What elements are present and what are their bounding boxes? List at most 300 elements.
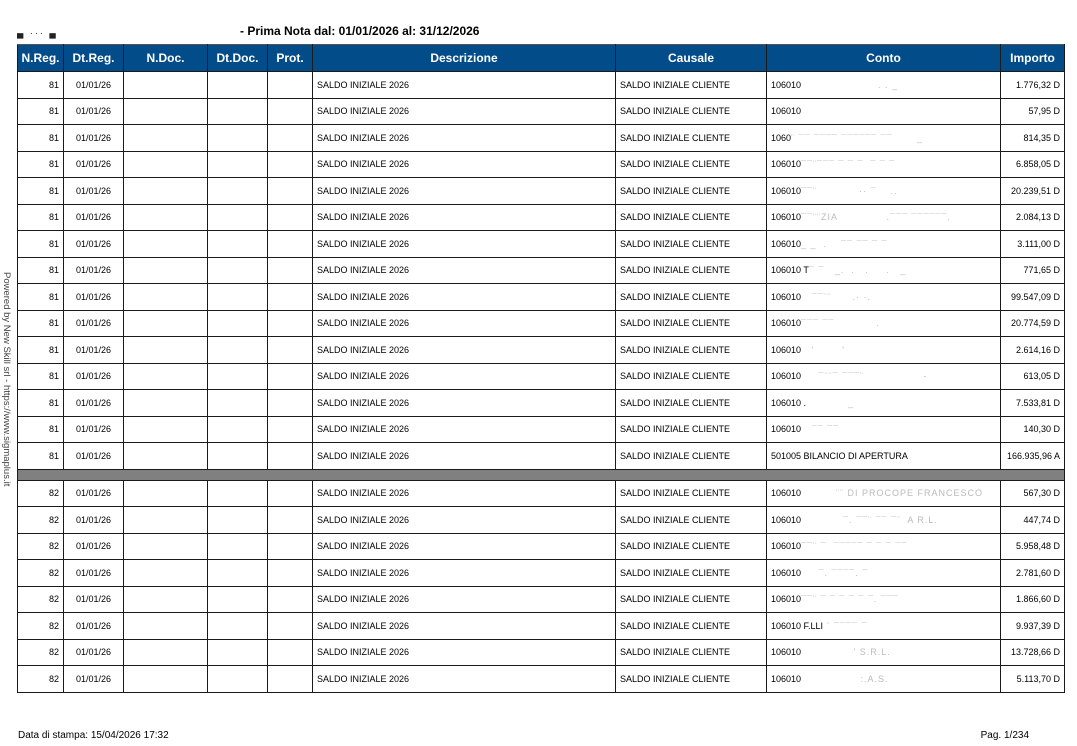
cell-dtreg <box>64 310 124 337</box>
cell-importo <box>1001 125 1065 152</box>
dtreg-value: 01/01/26 <box>75 238 112 249</box>
cell-dtreg <box>64 363 124 390</box>
cell-dtreg <box>64 284 124 311</box>
causale-value: SALDO INIZIALE CLIENTE <box>620 212 731 223</box>
descrizione-value: SALDO INIZIALE 2026 <box>317 265 410 276</box>
cell-dtdoc <box>208 533 268 560</box>
cell-importo <box>1001 337 1065 364</box>
cell-conto <box>767 125 1001 152</box>
cell-ndoc <box>124 337 208 364</box>
table-row[interactable] <box>18 310 1065 337</box>
cell-causale <box>616 125 767 152</box>
causale-value: SALDO INIZIALE CLIENTE <box>620 514 731 525</box>
col-header-dtreg[interactable]: Dt.Reg. <box>64 45 124 72</box>
cell-dtreg <box>64 178 124 205</box>
cell-ndoc <box>124 639 208 666</box>
cell-causale <box>616 416 767 443</box>
table-row[interactable] <box>18 257 1065 284</box>
dtreg-value: 01/01/26 <box>75 79 112 90</box>
cell-dtreg <box>64 204 124 231</box>
dtreg-value: 01/01/26 <box>75 541 112 552</box>
cell-ndoc <box>124 390 208 417</box>
col-header-prot[interactable]: Prot. <box>268 45 313 72</box>
cell-nreg <box>18 639 64 666</box>
descrizione-value: SALDO INIZIALE 2026 <box>317 291 410 302</box>
cell-ndoc <box>124 98 208 125</box>
cell-prot <box>268 507 313 534</box>
table-row[interactable] <box>18 560 1065 587</box>
table-row[interactable] <box>18 151 1065 178</box>
descrizione-value: SALDO INIZIALE 2026 <box>317 212 410 223</box>
importo-value: 6.858,05 D <box>1015 159 1060 170</box>
table-row[interactable] <box>18 416 1065 443</box>
cell-conto <box>767 613 1001 640</box>
cell-dtreg <box>64 257 124 284</box>
conto-redacted-name: . . _ <box>801 79 899 90</box>
table-row[interactable] <box>18 284 1065 311</box>
cell-conto <box>767 284 1001 311</box>
dtreg-value: 01/01/26 <box>75 594 112 605</box>
cell-descrizione <box>313 533 616 560</box>
cell-nreg <box>18 533 64 560</box>
cell-conto <box>767 390 1001 417</box>
conto-value: 106010 <box>771 541 802 552</box>
cell-descrizione <box>313 639 616 666</box>
dtreg-value: 01/01/26 <box>75 647 112 658</box>
cell-conto <box>767 363 1001 390</box>
cell-dtdoc <box>208 337 268 364</box>
causale-value: SALDO INIZIALE CLIENTE <box>620 488 731 499</box>
cell-importo <box>1001 560 1065 587</box>
report-header <box>17 22 1064 40</box>
cell-dtreg <box>64 443 124 470</box>
cell-conto <box>767 231 1001 258</box>
dtreg-value: 01/01/26 <box>75 344 112 355</box>
cell-ndoc <box>124 416 208 443</box>
cell-prot <box>268 586 313 613</box>
cell-conto <box>767 204 1001 231</box>
cell-causale <box>616 231 767 258</box>
dtreg-value: 01/01/26 <box>75 212 112 223</box>
importo-value: 20.239,51 D <box>1010 185 1060 196</box>
cell-prot <box>268 72 313 99</box>
cell-conto <box>767 639 1001 666</box>
cell-nreg <box>18 204 64 231</box>
table-row[interactable] <box>18 507 1065 534</box>
cell-descrizione <box>313 125 616 152</box>
descrizione-value: SALDO INIZIALE 2026 <box>317 344 410 355</box>
col-header-nreg[interactable]: N.Reg. <box>18 45 64 72</box>
cell-nreg <box>18 98 64 125</box>
conto-redacted-name: ¯¯¨¨ZIA .¯¯¯ ¯¯¯¯¯¯. <box>801 212 951 223</box>
nreg-value: 82 <box>48 673 59 684</box>
descrizione-value: SALDO INIZIALE 2026 <box>317 450 410 461</box>
conto-redacted-name: ¨¨ DI PROCOPE FRANCESCO <box>801 488 984 499</box>
cell-dtreg <box>64 613 124 640</box>
cell-descrizione <box>313 284 616 311</box>
causale-value: SALDO INIZIALE CLIENTE <box>620 567 731 578</box>
cell-causale <box>616 98 767 125</box>
conto-value: 106010 <box>771 344 802 355</box>
cell-dtdoc <box>208 231 268 258</box>
cell-dtreg <box>64 390 124 417</box>
table-row[interactable] <box>18 639 1065 666</box>
dtreg-value: 01/01/26 <box>75 673 112 684</box>
cell-ndoc <box>124 363 208 390</box>
dtreg-value: 01/01/26 <box>75 620 112 631</box>
nreg-value: 81 <box>48 132 59 143</box>
cell-nreg <box>18 560 64 587</box>
conto-value: 106010 <box>771 159 802 170</box>
conto-redacted-name: ¯ ¯ _. . . . _ <box>808 265 907 276</box>
nreg-value: 82 <box>48 620 59 631</box>
causale-value: SALDO INIZIALE CLIENTE <box>620 620 731 631</box>
table-row[interactable] <box>18 443 1065 470</box>
nreg-value: 81 <box>48 106 59 117</box>
conto-value: 106010 <box>771 291 802 302</box>
importo-value: 771,65 D <box>1023 265 1060 276</box>
cell-importo <box>1001 231 1065 258</box>
cell-dtdoc <box>208 310 268 337</box>
nreg-value: 81 <box>48 318 59 329</box>
cell-importo <box>1001 98 1065 125</box>
nreg-value: 82 <box>48 567 59 578</box>
cell-descrizione <box>313 390 616 417</box>
cell-descrizione <box>313 613 616 640</box>
cell-causale <box>616 257 767 284</box>
col-header-causale[interactable]: Causale <box>616 45 767 72</box>
cell-importo <box>1001 390 1065 417</box>
cell-conto <box>767 337 1001 364</box>
cell-dtdoc <box>208 98 268 125</box>
causale-value: SALDO INIZIALE CLIENTE <box>620 450 731 461</box>
cell-importo <box>1001 363 1065 390</box>
causale-value: SALDO INIZIALE CLIENTE <box>620 291 731 302</box>
cell-prot <box>268 310 313 337</box>
cell-nreg <box>18 284 64 311</box>
table-row[interactable] <box>18 666 1065 693</box>
conto-value: 1060 <box>771 132 792 143</box>
descrizione-value: SALDO INIZIALE 2026 <box>317 371 410 382</box>
conto-value: 106010 F.LLI <box>771 620 824 631</box>
cell-ndoc <box>124 178 208 205</box>
conto-redacted-name: _ <box>806 397 855 408</box>
cell-nreg <box>18 666 64 693</box>
cell-descrizione <box>313 363 616 390</box>
cell-prot <box>268 416 313 443</box>
conto-redacted-name: _ _ . ¯¯ ¯¯ ¯ ¯ <box>801 238 888 249</box>
cell-ndoc <box>124 72 208 99</box>
descrizione-value: SALDO INIZIALE 2026 <box>317 488 410 499</box>
cell-causale <box>616 586 767 613</box>
cell-descrizione <box>313 310 616 337</box>
table-row[interactable] <box>18 613 1065 640</box>
importo-value: 9.937,39 D <box>1015 620 1060 631</box>
nreg-value: 81 <box>48 212 59 223</box>
cell-descrizione <box>313 151 616 178</box>
causale-value: SALDO INIZIALE CLIENTE <box>620 79 731 90</box>
dtreg-value: 01/01/26 <box>75 185 112 196</box>
cell-dtreg <box>64 98 124 125</box>
cell-dtreg <box>64 125 124 152</box>
importo-value: 166.935,96 A <box>1006 450 1060 461</box>
dtreg-value: 01/01/26 <box>75 567 112 578</box>
descrizione-value: SALDO INIZIALE 2026 <box>317 318 410 329</box>
cell-importo <box>1001 416 1065 443</box>
conto-value: 106010 T <box>771 265 809 276</box>
conto-value: 501005 BILANCIO DI APERTURA <box>771 450 908 461</box>
cell-dtreg <box>64 151 124 178</box>
cell-nreg <box>18 443 64 470</box>
cell-prot <box>268 257 313 284</box>
importo-value: 5.958,48 D <box>1015 541 1060 552</box>
table-row[interactable] <box>18 178 1065 205</box>
cell-causale <box>616 639 767 666</box>
causale-value: SALDO INIZIALE CLIENTE <box>620 673 731 684</box>
cell-dtdoc <box>208 257 268 284</box>
cell-conto <box>767 560 1001 587</box>
dtreg-value: 01/01/26 <box>75 132 112 143</box>
nreg-value: 81 <box>48 397 59 408</box>
dtreg-value: 01/01/26 <box>75 397 112 408</box>
cell-conto <box>767 480 1001 507</box>
cell-dtreg <box>64 586 124 613</box>
table-row[interactable] <box>18 480 1065 507</box>
cell-descrizione <box>313 507 616 534</box>
conto-redacted-name: ¨ ¯¯¯¯ ¯ <box>823 620 868 631</box>
conto-redacted-name: ' ' <box>801 344 845 355</box>
cell-causale <box>616 204 767 231</box>
cell-prot <box>268 204 313 231</box>
col-header-importo[interactable]: Importo <box>1001 45 1065 72</box>
cell-causale <box>616 72 767 99</box>
cell-descrizione <box>313 560 616 587</box>
cell-dtreg <box>64 560 124 587</box>
cell-nreg <box>18 72 64 99</box>
cell-prot <box>268 639 313 666</box>
cell-dtdoc <box>208 284 268 311</box>
cell-causale <box>616 390 767 417</box>
cell-nreg <box>18 586 64 613</box>
conto-value: 106010 <box>771 185 802 196</box>
nreg-value: 82 <box>48 488 59 499</box>
cell-descrizione <box>313 666 616 693</box>
causale-value: SALDO INIZIALE CLIENTE <box>620 344 731 355</box>
table-row[interactable] <box>18 586 1065 613</box>
cell-ndoc <box>124 310 208 337</box>
cell-dtreg <box>64 231 124 258</box>
conto-value: 106010 <box>771 488 802 499</box>
causale-value: SALDO INIZIALE CLIENTE <box>620 397 731 408</box>
cell-importo <box>1001 443 1065 470</box>
cell-descrizione <box>313 204 616 231</box>
cell-nreg <box>18 363 64 390</box>
cell-conto <box>767 257 1001 284</box>
importo-value: 5.113,70 D <box>1016 673 1060 684</box>
cell-ndoc <box>124 125 208 152</box>
cell-causale <box>616 507 767 534</box>
cell-nreg <box>18 178 64 205</box>
cell-ndoc <box>124 257 208 284</box>
cell-descrizione <box>313 72 616 99</box>
cell-prot <box>268 178 313 205</box>
descrizione-value: SALDO INIZIALE 2026 <box>317 79 410 90</box>
descrizione-value: SALDO INIZIALE 2026 <box>317 567 410 578</box>
cell-dtdoc <box>208 507 268 534</box>
conto-value: 106010 <box>771 424 802 435</box>
conto-redacted-name: ¯¯¨ ¯ ¯ ¯ ¯ ¯ ¯. ¯¯¯ <box>801 594 899 605</box>
importo-value: 447,74 D <box>1023 514 1060 525</box>
cell-importo <box>1001 204 1065 231</box>
col-header-conto[interactable]: Conto <box>767 45 1001 72</box>
cell-nreg <box>18 310 64 337</box>
conto-value: 106010 <box>771 212 802 223</box>
page-number: Pag. 1/234 <box>980 730 1029 741</box>
table-row[interactable] <box>18 72 1065 99</box>
cell-importo <box>1001 639 1065 666</box>
table-row[interactable] <box>18 337 1065 364</box>
cell-dtdoc <box>208 178 268 205</box>
table-row[interactable] <box>18 204 1065 231</box>
conto-redacted-name: ¯¨¨¯ ¯¯¯¨ - <box>801 371 928 382</box>
cell-prot <box>268 560 313 587</box>
company-name: ▄ ··· ▄ <box>17 28 58 38</box>
cell-prot <box>268 613 313 640</box>
nreg-value: 81 <box>48 185 59 196</box>
conto-value: 106010 <box>771 594 802 605</box>
causale-value: SALDO INIZIALE CLIENTE <box>620 265 731 276</box>
conto-redacted-name: :.A.S. <box>801 673 889 684</box>
cell-conto <box>767 533 1001 560</box>
descrizione-value: SALDO INIZIALE 2026 <box>317 159 410 170</box>
table-row[interactable] <box>18 98 1065 125</box>
dtreg-value: 01/01/26 <box>75 450 112 461</box>
nreg-value: 81 <box>48 291 59 302</box>
cell-causale <box>616 284 767 311</box>
descrizione-value: SALDO INIZIALE 2026 <box>317 647 410 658</box>
print-date: Data di stampa: 15/04/2026 17:32 <box>18 730 169 741</box>
causale-value: SALDO INIZIALE CLIENTE <box>620 185 731 196</box>
dtreg-value: 01/01/26 <box>75 488 112 499</box>
dtreg-value: 01/01/26 <box>75 265 112 276</box>
nreg-value: 81 <box>48 450 59 461</box>
dtreg-value: 01/01/26 <box>75 424 112 435</box>
cell-conto <box>767 586 1001 613</box>
cell-importo <box>1001 310 1065 337</box>
cell-nreg <box>18 231 64 258</box>
descrizione-value: SALDO INIZIALE 2026 <box>317 541 410 552</box>
cell-dtdoc <box>208 125 268 152</box>
cell-descrizione <box>313 337 616 364</box>
cell-conto <box>767 72 1001 99</box>
table-row[interactable] <box>18 533 1065 560</box>
cell-ndoc <box>124 204 208 231</box>
importo-value: 2.781,60 D <box>1015 567 1060 578</box>
col-header-descrizione[interactable]: Descrizione <box>313 45 616 72</box>
dtreg-value: 01/01/26 <box>75 291 112 302</box>
cell-ndoc <box>124 666 208 693</box>
conto-redacted-name: ¯¯¨¨ .· ·. <box>801 291 871 302</box>
cell-nreg <box>18 390 64 417</box>
cell-ndoc <box>124 507 208 534</box>
cell-dtdoc <box>208 416 268 443</box>
cell-dtdoc <box>208 560 268 587</box>
cell-importo <box>1001 666 1065 693</box>
descrizione-value: SALDO INIZIALE 2026 <box>317 673 410 684</box>
cell-ndoc <box>124 586 208 613</box>
cell-dtreg <box>64 533 124 560</box>
descrizione-value: SALDO INIZIALE 2026 <box>317 594 410 605</box>
causale-value: SALDO INIZIALE CLIENTE <box>620 424 731 435</box>
prima-nota-table <box>17 44 1065 693</box>
cell-prot <box>268 363 313 390</box>
descrizione-value: SALDO INIZIALE 2026 <box>317 514 410 525</box>
importo-value: 613,05 D <box>1023 371 1060 382</box>
importo-value: 7.533,81 D <box>1015 397 1060 408</box>
cell-conto <box>767 98 1001 125</box>
cell-causale <box>616 337 767 364</box>
cell-dtreg <box>64 72 124 99</box>
cell-nreg <box>18 125 64 152</box>
cell-prot <box>268 666 313 693</box>
table-header-row <box>18 45 1065 72</box>
causale-value: SALDO INIZIALE CLIENTE <box>620 106 731 117</box>
table-row[interactable] <box>18 363 1065 390</box>
nreg-value: 82 <box>48 541 59 552</box>
col-header-ndoc[interactable]: N.Doc. <box>124 45 208 72</box>
table-row[interactable] <box>18 390 1065 417</box>
cell-dtdoc <box>208 639 268 666</box>
importo-value: 20.774,59 D <box>1010 318 1060 329</box>
table-row[interactable] <box>18 125 1065 152</box>
causale-value: SALDO INIZIALE CLIENTE <box>620 647 731 658</box>
conto-value: 106010 <box>771 106 802 117</box>
conto-value: 106010 <box>771 647 802 658</box>
cell-dtdoc <box>208 480 268 507</box>
cell-prot <box>268 443 313 470</box>
cell-causale <box>616 480 767 507</box>
causale-value: SALDO INIZIALE CLIENTE <box>620 132 731 143</box>
conto-redacted-name: ¯¯¨ ¯ ¯¯¯¯¯ ¯ ¯ ¯ ¯¯ <box>801 541 908 552</box>
cell-dtdoc <box>208 666 268 693</box>
cell-ndoc <box>124 151 208 178</box>
cell-causale <box>616 178 767 205</box>
cell-dtreg <box>64 507 124 534</box>
cell-nreg <box>18 480 64 507</box>
conto-redacted-name: ¯¯¯ ¯¯ . <box>801 318 880 329</box>
importo-value: 1.866,60 D <box>1015 594 1060 605</box>
cell-causale <box>616 533 767 560</box>
conto-redacted-name: ¯¯ ¯¯ <box>801 424 839 435</box>
cell-prot <box>268 284 313 311</box>
cell-descrizione <box>313 98 616 125</box>
col-header-dtdoc[interactable]: Dt.Doc. <box>208 45 268 72</box>
cell-dtreg <box>64 666 124 693</box>
cell-dtdoc <box>208 390 268 417</box>
cell-descrizione <box>313 257 616 284</box>
cell-descrizione <box>313 416 616 443</box>
cell-importo <box>1001 480 1065 507</box>
cell-causale <box>616 363 767 390</box>
nreg-value: 81 <box>48 238 59 249</box>
conto-value: 106010 <box>771 238 802 249</box>
cell-causale <box>616 560 767 587</box>
nreg-value: 81 <box>48 424 59 435</box>
nreg-value: 81 <box>48 344 59 355</box>
importo-value: 567,30 D <box>1023 488 1060 499</box>
table-row[interactable] <box>18 231 1065 258</box>
conto-redacted-name: ¯¯¨ ·· ¯ .. <box>801 185 898 196</box>
